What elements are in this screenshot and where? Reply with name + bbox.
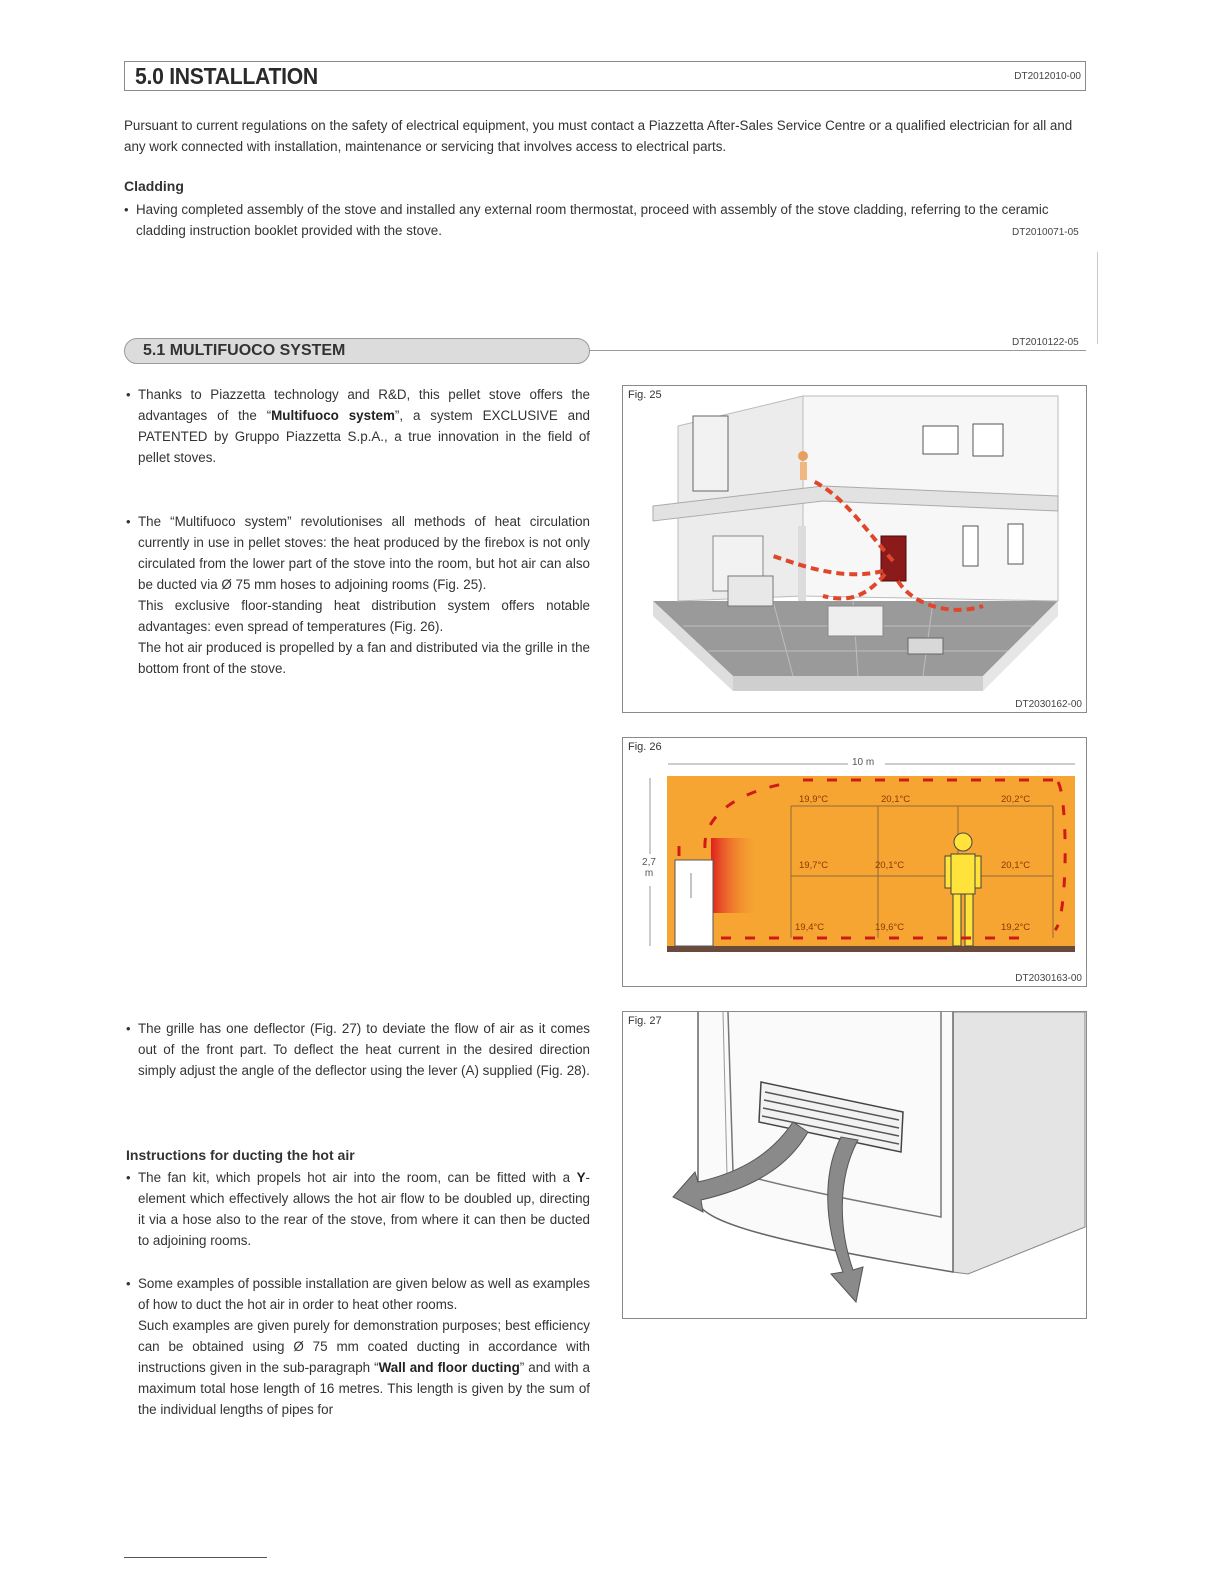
ducting-paragraph-1: • The fan kit, which propels hot air into the room, can be fitted with a Y-element which effectively allows the hot air flow to be doubled up, directing it via a hose also to the rear of the stove, from where it can then be ducted to adjoining rooms.: [126, 1170, 590, 1248]
intro-paragraph: Pursuant to current regulations on the safety of electrical equipment, you must contact a Piazzetta After-Sales Service Centre or a qualified electrician for all and any work connected with installation, maintenance or servicing that involves access to electrical parts.: [124, 118, 1073, 154]
deflector-paragraph: • The grille has one deflector (Fig. 27) to deviate the flow of air as it comes out of the front part. To deflect the heat current in the desired direction simply adjust the angle of the deflector using the lever (A) supplied (Fig. 28).: [126, 1018, 590, 1081]
fig27-label: Fig. 27: [628, 1015, 662, 1027]
cladding-heading: Cladding: [124, 178, 184, 194]
width-label: 10 m: [852, 757, 875, 768]
temp-mid-left: 19,7°C: [799, 860, 829, 871]
subsection-code: DT2010122-05: [1012, 337, 1079, 348]
header-code: DT2012010-00: [1014, 71, 1081, 82]
temp-mid-right: 20,1°C: [1001, 860, 1031, 871]
p2-text-b: This exclusive floor-standing heat distribution system offers notable advantages: even spread of temperatures (Fig. 26).: [138, 598, 590, 634]
fig26-label: Fig. 26: [628, 741, 662, 753]
cladding-code: DT2010071-05: [1012, 227, 1079, 238]
p1-bold: Multifuoco system: [271, 408, 395, 423]
ducting-p3-bold: Wall and floor ducting: [378, 1360, 520, 1375]
fig26-code: DT2030163-00: [1015, 973, 1082, 984]
p2-text-c: The hot air produced is propelled by a fan and distributed via the grille in the bottom front of the stove.: [138, 640, 590, 676]
fig25-code: DT2030162-00: [1015, 699, 1082, 710]
footnote-rule: [124, 1557, 267, 1558]
section-header: [124, 61, 1086, 91]
p1-text-a: Thanks to Piazzetta technology and R&D, this pellet stove offers the advantages of the “: [138, 387, 590, 423]
height-label: 2,7 m: [642, 857, 656, 879]
figure-26: [622, 737, 1087, 987]
cladding-text: Having completed assembly of the stove and installed any external room thermostat, proceed with assembly of the stove cladding, referring to the ceramic cladding instruction booklet provided with the stove.: [136, 202, 1049, 238]
page-title: 5.0 INSTALLATION: [135, 63, 318, 89]
p2-text-a: The “Multifuoco system” revolutionises all methods of heat circulation currently in use in pellet stoves: the heat produced by the firebox is not only circulated from the lower part of the stove into the room, but hot air can also be ducted via Ø 75 mm hoses to adjoining rooms (Fig. 25).: [138, 514, 590, 592]
deflector-text: The grille has one deflector (Fig. 27) to deviate the flow of air as it comes out of the front part. To deflect the heat current in the desired direction simply adjust the angle of the deflector using the lever (A) supplied (Fig. 28).: [138, 1021, 590, 1078]
subsection-header: [124, 338, 590, 364]
fig25-label: Fig. 25: [628, 389, 662, 401]
temp-bottom-right: 19,2°C: [1001, 922, 1031, 933]
multifuoco-paragraph-1: • Thanks to Piazzetta technology and R&D, this pellet stove offers the advantages of the “Multifuoco system”, a system EXCLUSIVE and PATENTED by Gruppo Piazzetta S.p.A., a true innovation in the field of pellet stoves.: [126, 387, 590, 465]
multifuoco-paragraph-2: • The “Multifuoco system” revolutionises all methods of heat circulation currently in use in pellet stoves: the heat produced by the firebox is not only circulated from the lower part of the stove into the room, but hot air can also be ducted via Ø 75 mm hoses to adjoining rooms (Fig. 25). This exclusive floor-standing heat distribution system offers notable advantages: even spread of temperatures (Fig. 26). The hot air produced is propelled by a fan and distributed via the grille in the bottom front of the stove.: [126, 511, 590, 679]
figure-27: [622, 1011, 1087, 1319]
temp-mid-middle: 20,1°C: [875, 860, 905, 871]
ducting-paragraph-2: • Some examples of possible installation are given below as well as examples of how to duct the hot air in order to heat other rooms. Such examples are given purely for demonstration purposes; best efficiency can be obtained using Ø 75 mm coated ducting in accordance with instructions given in the sub-paragraph “Wall and floor ducting” and with a maximum total hose length of 16 metres. This length is given by the sum of the individual lengths of pipes for: [126, 1273, 590, 1420]
temp-bottom-middle: 19,6°C: [875, 922, 905, 933]
ducting-p1-a: The fan kit, which propels hot air into the room, can be fitted with a: [138, 1170, 577, 1185]
margin-line: [1097, 252, 1098, 344]
ducting-p2: Some examples of possible installation are given below as well as examples of how to duct the hot air in order to heat other rooms.: [138, 1276, 590, 1312]
temp-top-middle: 20,1°C: [881, 794, 911, 805]
temp-top-right: 20,2°C: [1001, 794, 1031, 805]
grille-deflector-illustration: [623, 1012, 1086, 1318]
p1-text-c: ”, a system EXCLUSIVE and PATENTED by Gruppo Piazzetta S.p.A., a true innovation in the field of pellet stoves.: [138, 408, 590, 465]
house-cutaway-illustration: [623, 386, 1086, 712]
ducting-p1-bold: Y: [576, 1170, 586, 1185]
cladding-item: • Having completed assembly of the stove and installed any external room thermostat, proceed with assembly of the stove cladding, referring to the ceramic cladding instruction booklet provided with the stove.: [124, 199, 1086, 241]
subsection-title: 5.1 MULTIFUOCO SYSTEM: [143, 342, 346, 359]
figure-25: [622, 385, 1087, 713]
ducting-heading: Instructions for ducting the hot air: [126, 1147, 355, 1163]
temp-top-left: 19,9°C: [799, 794, 829, 805]
temp-bottom-left: 19,4°C: [795, 922, 825, 933]
ducting-p3-c: ” and with a maximum total hose length of 16 metres. This length is given by the sum of the individual lengths of pipes for: [138, 1360, 591, 1417]
subsection-rule: [590, 350, 1086, 351]
ducting-p1-c: -element which effectively allows the hot air flow to be doubled up, directing it via a hose also to the rear of the stove, from where it can then be ducted to adjoining rooms.: [138, 1170, 590, 1248]
ducting-p3-a: Such examples are given purely for demonstration purposes; best efficiency can be obtained using Ø 75 mm coated ducting in accordance with instructions given in the sub-paragraph “: [138, 1318, 590, 1375]
